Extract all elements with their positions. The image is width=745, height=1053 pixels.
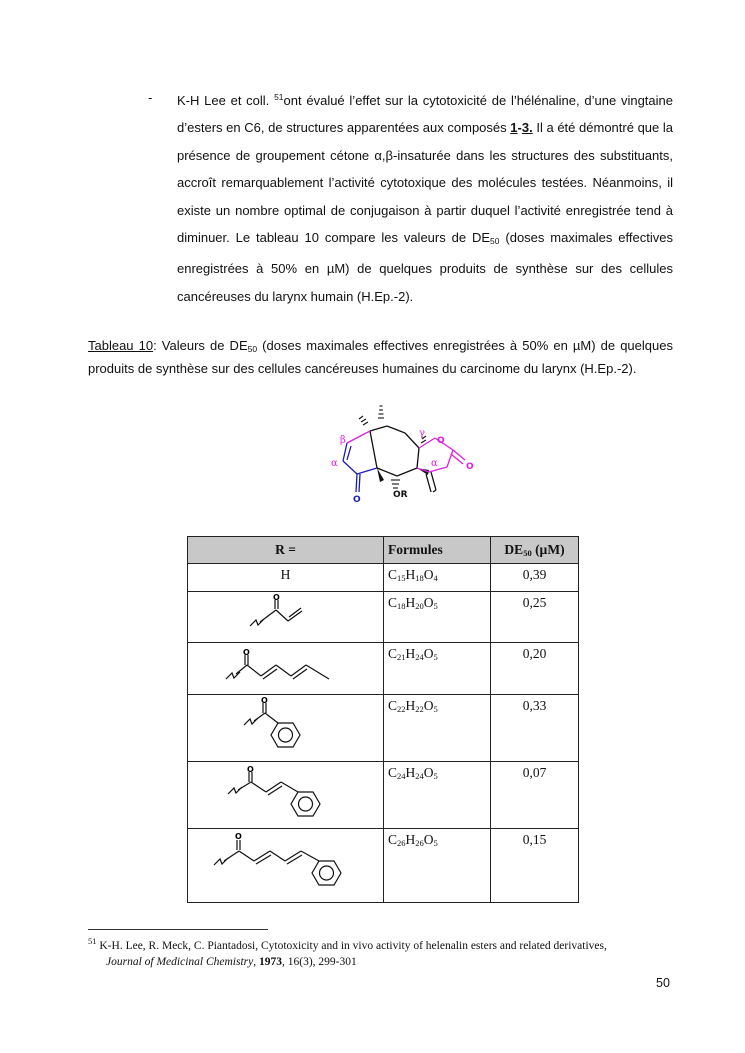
table-row — [188, 695, 579, 762]
oxygen-label: O — [243, 648, 250, 657]
header-r: R = — [188, 537, 384, 564]
r-cell — [188, 762, 384, 829]
subscript: 24 — [415, 652, 424, 662]
benzoyl-structure — [188, 695, 383, 761]
subscript: 24 — [415, 771, 424, 781]
subscript: 5 — [433, 771, 438, 781]
r-cell — [188, 643, 384, 695]
de-cell — [491, 592, 579, 643]
helenalin-structure — [325, 398, 485, 503]
compound-dash: - — [517, 120, 522, 136]
acryloyl-structure — [188, 592, 383, 642]
caption-text: (doses maximales effectives enregistrées à 50% en µM) de quelques produits de synthèse sur des cellules cancéreuses humaines du carcinome du larynx (H.Ep.-2). — [88, 338, 673, 376]
oxygen-label: O — [466, 462, 474, 472]
subscript: 5 — [433, 601, 438, 611]
bullet-paragraph — [177, 84, 673, 310]
de-cell — [491, 829, 579, 903]
subscript: 20 — [415, 601, 424, 611]
bullet-dash: - — [148, 90, 153, 105]
oxygen-label: O — [261, 696, 268, 705]
table-row — [188, 564, 579, 592]
table-header-row — [188, 537, 579, 564]
compound-ref: 1 — [510, 120, 518, 136]
subscript: 26 — [415, 838, 424, 848]
r-cell — [188, 592, 384, 643]
or-label: OR — [393, 490, 408, 500]
r-text: H — [280, 567, 291, 582]
de-cell — [491, 564, 579, 592]
formula-cell: $C_{24}H_{24}O_5$ — [384, 762, 491, 829]
footnote-number: 51 — [88, 936, 97, 946]
oxygen-label: O — [273, 593, 280, 602]
subscript: 21 — [397, 652, 406, 662]
subscript: 22 — [397, 704, 406, 714]
de-value: 0,39 — [522, 567, 547, 582]
subscript: 15 — [397, 573, 406, 583]
formula-cell: $C_{18}H_{20}O_5$ — [384, 592, 491, 643]
de-cell — [491, 762, 579, 829]
alpha-label: α — [331, 458, 338, 469]
subscript: 5 — [433, 652, 438, 662]
subscript: 50 — [490, 236, 500, 247]
table-caption — [88, 336, 673, 378]
subscript: 4 — [433, 573, 438, 583]
subscript: 24 — [397, 771, 406, 781]
subscript: 50 — [523, 548, 532, 558]
header-de-text: DE — [504, 542, 524, 557]
subscript: 18 — [415, 573, 424, 583]
beta-label: β — [340, 435, 346, 446]
paragraph-text: ont évalué l’effet sur la cytotoxicité de l’hélénaline, d’une vingtaine d’esters en C6, de structures apparentées aux composés — [177, 93, 673, 136]
journal-name: Journal of Medicinal Chemistry — [106, 955, 254, 968]
footnote — [88, 934, 673, 970]
de-value: 0,25 — [522, 595, 547, 610]
table-row — [188, 762, 579, 829]
header-formula: Formules — [384, 537, 491, 564]
de-cell — [491, 695, 579, 762]
footnote-text: K-H. Lee, R. Meck, C. Piantadosi, Cytotoxicity and in vivo activity of helenalin esters and related derivatives, — [96, 940, 607, 952]
footnote-divider — [88, 929, 268, 930]
header-de50 — [491, 537, 579, 564]
de-value: 0,15 — [522, 832, 547, 847]
caption-label: Tableau 10 — [88, 338, 154, 353]
cinnamylideneacetyl-structure — [188, 829, 383, 902]
subscript: 5 — [433, 838, 438, 848]
subscript: 18 — [397, 601, 406, 611]
ref-superscript: 51 — [274, 92, 284, 102]
oxygen-label: O — [353, 495, 361, 503]
subscript: 5 — [433, 704, 438, 714]
cinnamoyl-structure — [188, 762, 383, 828]
footnote-year: 1973 — [259, 955, 282, 968]
r-cell — [188, 564, 384, 592]
paragraph-text: (doses maximales effectives enregistrées à 50% en µM) de quelques produits de synthèse sur des cellules cancéreuses du larynx humain (H.Ep.-2). — [177, 230, 673, 304]
caption-text: : Valeurs de DE — [153, 338, 248, 353]
subscript: 50 — [247, 344, 258, 354]
alpha-label: α — [431, 458, 438, 469]
sorbyl-structure — [188, 643, 383, 694]
r-cell — [188, 829, 384, 903]
subscript: 22 — [415, 704, 424, 714]
r-cell — [188, 695, 384, 762]
table-row — [188, 592, 579, 643]
oxygen-label: O — [235, 832, 242, 841]
de50-table — [187, 536, 579, 903]
paragraph-text: Il a été démontré que la présence de groupement cétone α,β-insaturée dans les structures des substituants, accroît remarquablement l’activité cytotoxique des molécules testées. Néanmoins, il existe un nombre optimal de conjugaison à partir duquel l’activité enregistrée tend à diminuer. Le tableau 10 compare les valeurs de DE — [177, 120, 674, 246]
de-value: 0,33 — [522, 698, 547, 713]
compound-ref: 3. — [521, 120, 533, 136]
de-cell — [491, 643, 579, 695]
gamma-label: γ — [419, 428, 425, 439]
footnote-pages: , 16(3), 299-301 — [282, 955, 357, 968]
table-row — [188, 829, 579, 903]
de-value: 0,07 — [522, 765, 547, 780]
subscript: 26 — [397, 838, 406, 848]
de-value: 0,20 — [522, 646, 547, 661]
page-number: 50 — [656, 976, 670, 990]
oxygen-label: O — [247, 765, 254, 774]
oxygen-label: O — [437, 436, 445, 446]
header-de-unit: (µM) — [531, 542, 565, 557]
formula-cell: $C_{21}H_{24}O_5$ — [384, 643, 491, 695]
table-row — [188, 643, 579, 695]
formula-cell: $C_{22}H_{22}O_5$ — [384, 695, 491, 762]
formula-cell: $C_{15}H_{18}O_4$ — [384, 564, 491, 592]
author: K-H Lee et coll. — [177, 93, 275, 108]
formula-cell: $C_{26}H_{26}O_5$ — [384, 829, 491, 903]
footnote-sep: , — [253, 955, 259, 968]
